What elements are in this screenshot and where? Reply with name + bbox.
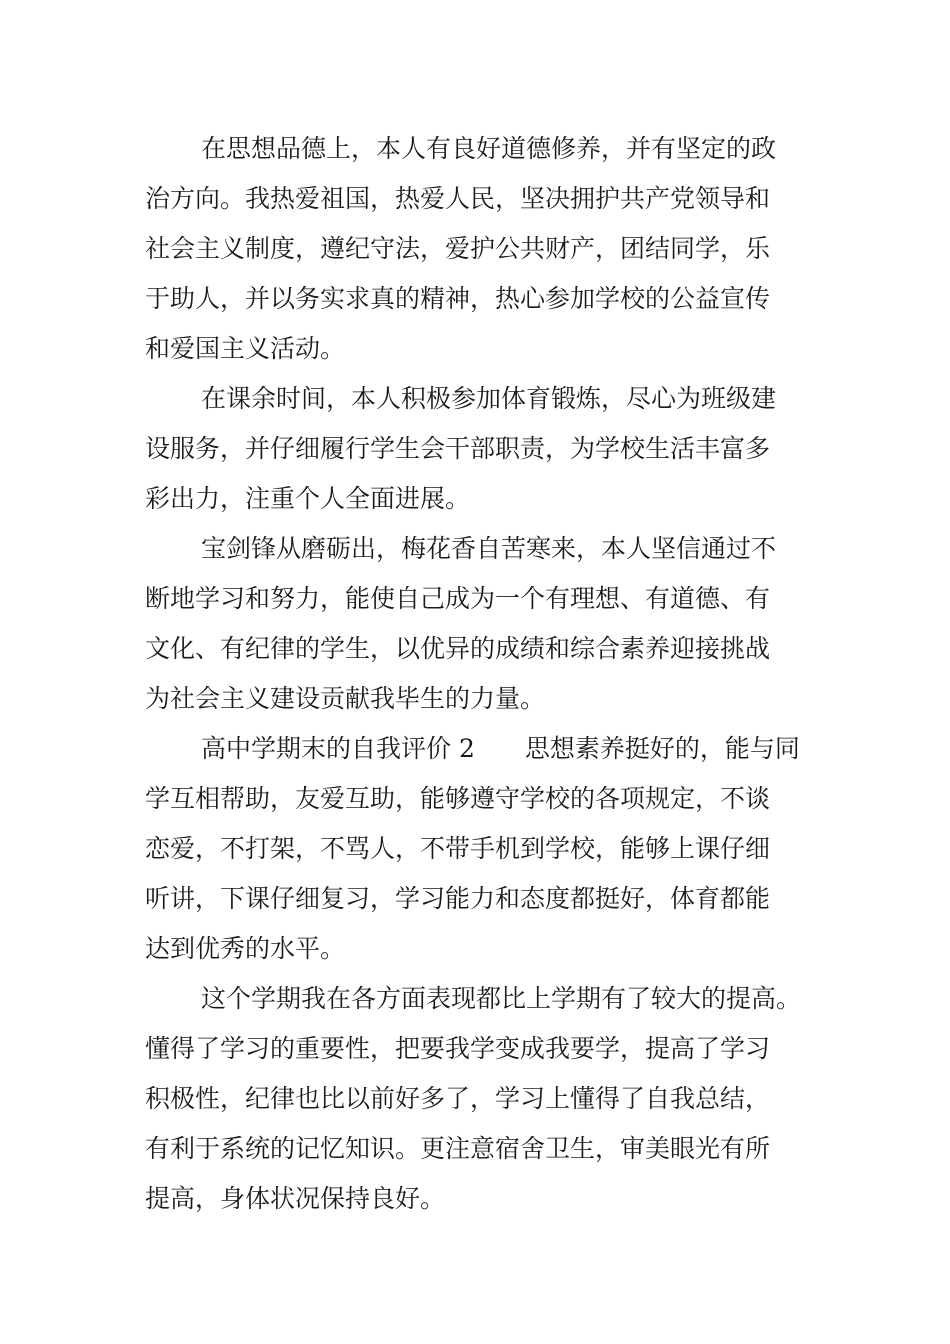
paragraph-line: 和爱国主义活动。 — [145, 334, 346, 363]
paragraph — [145, 374, 825, 524]
paragraph-line: 为社会主义建设贡献我毕生的力量。 — [145, 684, 546, 713]
paragraph-line: 这个学期我在各方面表现都比上学期有了较大的提高。 — [201, 984, 802, 1013]
paragraph-line: 恋爱，不打架，不骂人，不带手机到学校，能够上课仔细 — [145, 834, 771, 863]
paragraph-line: 在课余时间，本人积极参加体育锻炼，尽心为班级建 — [201, 384, 777, 413]
paragraph-line: 治方向。我热爱祖国，热爱人民，坚决拥护共产党领导和 — [145, 184, 771, 213]
paragraph-line: 学互相帮助，友爱互助，能够遵守学校的各项规定，不谈 — [145, 784, 771, 813]
paragraph — [145, 724, 825, 974]
paragraph-line: 提高，身体状况保持良好。 — [145, 1184, 446, 1213]
paragraph-line: 彩出力，注重个人全面进展。 — [145, 484, 471, 513]
paragraph-line: 积极性，纪律也比以前好多了，学习上懂得了自我总结， — [145, 1084, 771, 1113]
paragraph-line: 高中学期末的自我评价 2 思想素养挺好的，能与同 — [201, 734, 800, 763]
paragraph-line: 断地学习和努力，能使自己成为一个有理想、有道德、有 — [145, 584, 771, 613]
paragraph — [145, 524, 825, 724]
paragraph-line: 有利于系统的记忆知识。更注意宿舍卫生，审美眼光有所 — [145, 1134, 771, 1163]
paragraph — [145, 124, 825, 374]
paragraph-line: 于助人，并以务实求真的精神，热心参加学校的公益宣传 — [145, 284, 771, 313]
paragraph-line: 懂得了学习的重要性，把要我学变成我要学，提高了学习 — [145, 1034, 771, 1063]
document-body — [145, 124, 825, 1224]
paragraph-line: 在思想品德上，本人有良好道德修养，并有坚定的政 — [201, 134, 777, 163]
paragraph-line: 听讲，下课仔细复习，学习能力和态度都挺好，体育都能 — [145, 884, 771, 913]
paragraph-line: 设服务，并仔细履行学生会干部职责，为学校生活丰富多 — [145, 434, 771, 463]
paragraph-line: 达到优秀的水平。 — [145, 934, 346, 963]
paragraph-line: 宝剑锋从磨砺出，梅花香自苦寒来，本人坚信通过不 — [201, 534, 777, 563]
paragraph — [145, 974, 825, 1224]
paragraph-line: 社会主义制度，遵纪守法，爱护公共财产，团结同学，乐 — [145, 234, 771, 263]
paragraph-line: 文化、有纪律的学生，以优异的成绩和综合素养迎接挑战 — [145, 634, 771, 663]
